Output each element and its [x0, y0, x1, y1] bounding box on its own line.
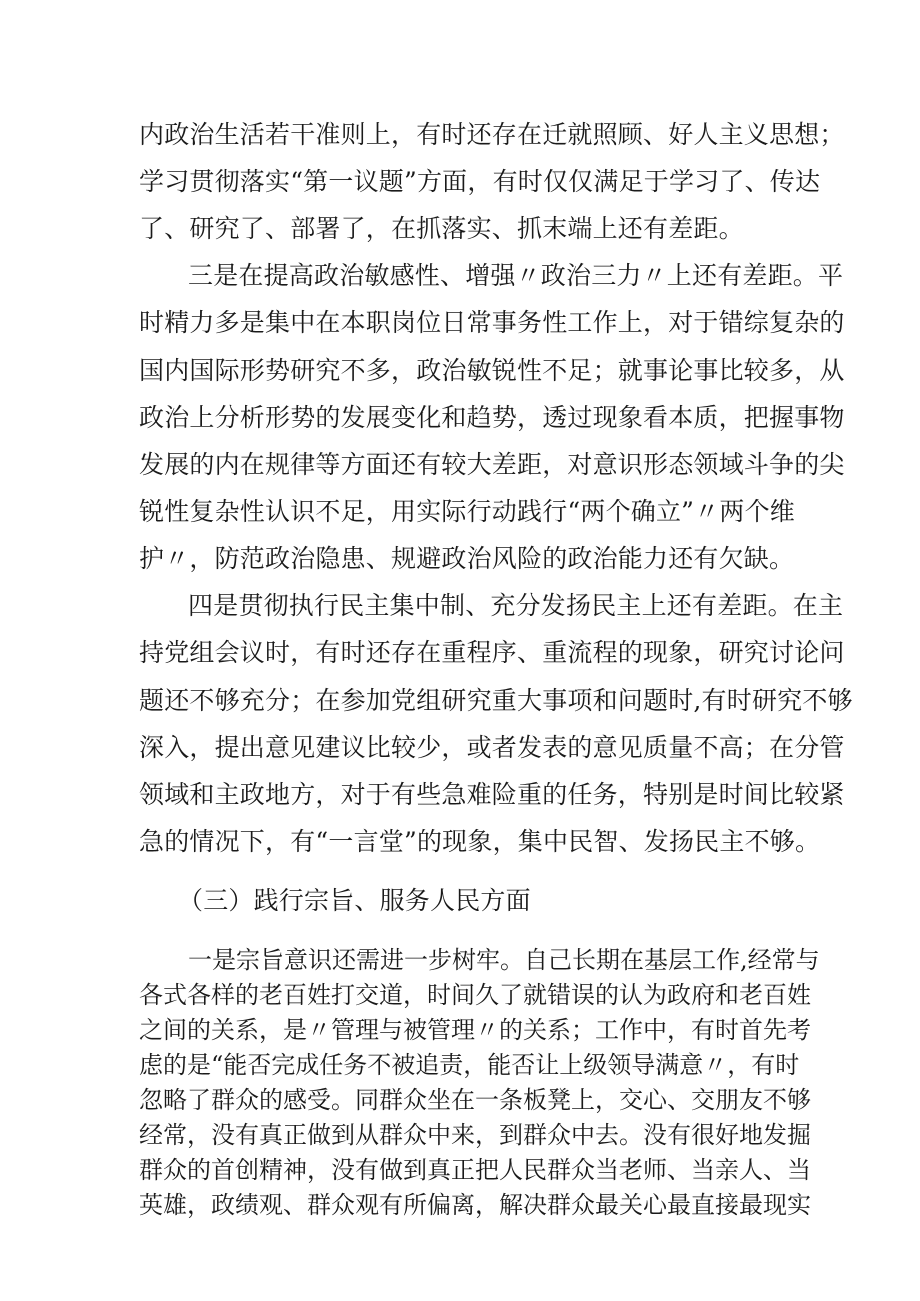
text-line: 急的情况下，有“一言堂”的现象，集中民智、发扬民主不够。 [139, 827, 821, 856]
text-line: 发展的内在规律等方面还有较大差距，对意识形态领域斗争的尖 [139, 450, 845, 479]
text-line: 忽略了群众的感受。同群众坐在一条板凳上，交心、交朋友不够 [139, 1086, 811, 1114]
text-line: 领域和主政地方，对于有些急难险重的任务，特别是时间比较紧 [139, 780, 845, 809]
text-line: 各式各样的老百姓打交道，时间久了就错误的认为政府和老百姓 [139, 981, 811, 1009]
text-line: 国内国际形势研究不多，政治敏锐性不足；就事论事比较多，从 [139, 356, 845, 385]
text-line: 英雄，政绩观、群众观有所偏离，解决群众最关心最直接最现实 [139, 1191, 811, 1219]
text-line: 群众的首创精神，没有做到真正把人民群众当老师、当亲人、当 [139, 1156, 811, 1184]
paragraph-heading-one: 一是宗旨意识还需进一步树牢。自己长期在基层工作,经常与 [188, 946, 820, 974]
text-line: 护〃，防范政治隐患、规避政治风险的政治能力还有欠缺。 [139, 544, 795, 573]
text-line: 了、研究了、部署了，在抓落实、抓末端上还有差距。 [139, 214, 744, 243]
section-heading: （三）践行宗旨、服务人民方面 [178, 886, 531, 915]
paragraph-heading-three: 三是在提高政治敏感性、增强〃政治三力〃上还有差距。平 [188, 261, 844, 290]
text-line: 虑的是“能否完成任务不被追责，能否让上级领导满意〃，有时 [139, 1051, 800, 1079]
text-line: 题还不够充分；在参加党组研究重大事项和问题时,有时研究不够 [139, 686, 853, 715]
text-line: 持党组会议时，有时还存在重程序、重流程的现象，研究讨论问 [139, 638, 845, 667]
text-line: 政治上分析形势的发展变化和趋势，透过现象看本质，把握事物 [139, 403, 845, 432]
text-line: 内政治生活若干准则上，有时还存在迁就照顾、好人主义思想； [139, 120, 845, 149]
text-line: 经常，没有真正做到从群众中来，到群众中去。没有很好地发掘 [139, 1121, 811, 1149]
text-line: 之间的关系，是〃管理与被管理〃的关系；工作中，有时首先考 [139, 1016, 811, 1044]
text-line: 学习贯彻落实“第一议题”方面，有时仅仅满足于学习了、传达 [139, 167, 821, 196]
paragraph-heading-four: 四是贯彻执行民主集中制、充分发扬民主上还有差距。在主 [188, 591, 844, 620]
text-line: 锐性复杂性认识不足，用实际行动践行“两个确立”〃两个维 [139, 497, 795, 526]
text-line: 时精力多是集中在本职岗位日常事务性工作上，对于错综复杂的 [139, 308, 845, 337]
text-line: 深入，提出意见建议比较少，或者发表的意见质量不高；在分管 [139, 733, 845, 762]
